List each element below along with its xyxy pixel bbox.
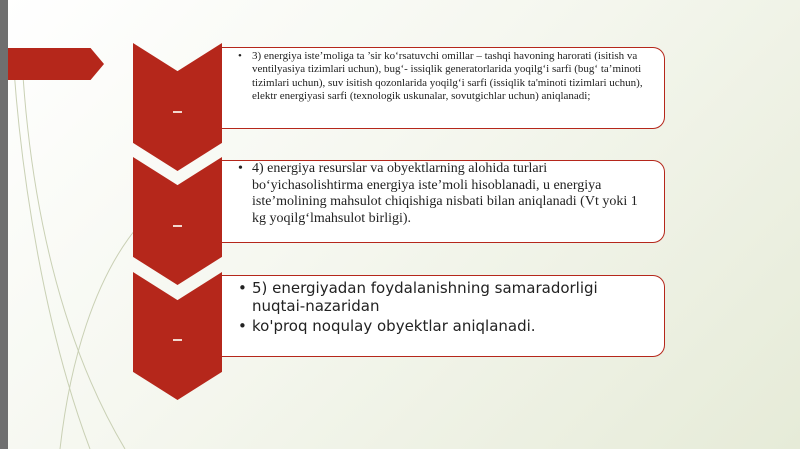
bullet-list [238, 50, 654, 104]
list-item [238, 279, 654, 315]
red-arrow-tab [8, 48, 104, 80]
item-text: 3) energiya iste’moliga ta ’sir ko‘rsatuvchi omillar – tashqi havoning harorati (isitish va ventilyasiya tizimlari uchun), bug‘- issiqlik generatorlarida yoqilg‘i sarfi (bug‘ ta’minoti tizimlari uchun), suv isitish qozonlarida yoqilg‘i sarfi (issiqlik ta'minoti tizimlari uchun), elektr energiyasi sarfi (texnologik uskunalar, sovutgichlar uchun) aniqlanadi; [252, 50, 643, 103]
bullet-icon: • [238, 161, 243, 176]
text-box-step-1 [222, 47, 665, 129]
item-text: 5) energiyadan foydalanishning samaradorligi nuqtai-nazaridan [252, 279, 598, 315]
chevron-dash-2 [173, 225, 182, 227]
bullet-icon: • [238, 317, 247, 335]
list-item [238, 50, 654, 104]
bullet-icon: • [238, 279, 247, 297]
chevron-dash-3 [173, 339, 182, 341]
bullet-list [238, 161, 654, 227]
item-text: 4) energiya resurslar va obyektlarning alohida turlari bo‘yichasolishtirma energiya iste’moli hisoblanadi, u energiya iste’molining mahsulot chiqishiga nisbati bilan aniqlanadi (Vt yoki 1 kg yoqilg‘lmahsulot birligi). [252, 161, 638, 226]
list-item [238, 317, 654, 335]
list-item [238, 161, 654, 227]
chevron-dash-1 [173, 111, 182, 113]
text-box-step-2 [222, 160, 665, 243]
text-box-step-3 [222, 275, 665, 357]
item-text: ko'proq noqulay obyektlar aniqlanadi. [252, 317, 536, 335]
bullet-icon: • [238, 50, 242, 62]
bullet-list [238, 279, 654, 335]
